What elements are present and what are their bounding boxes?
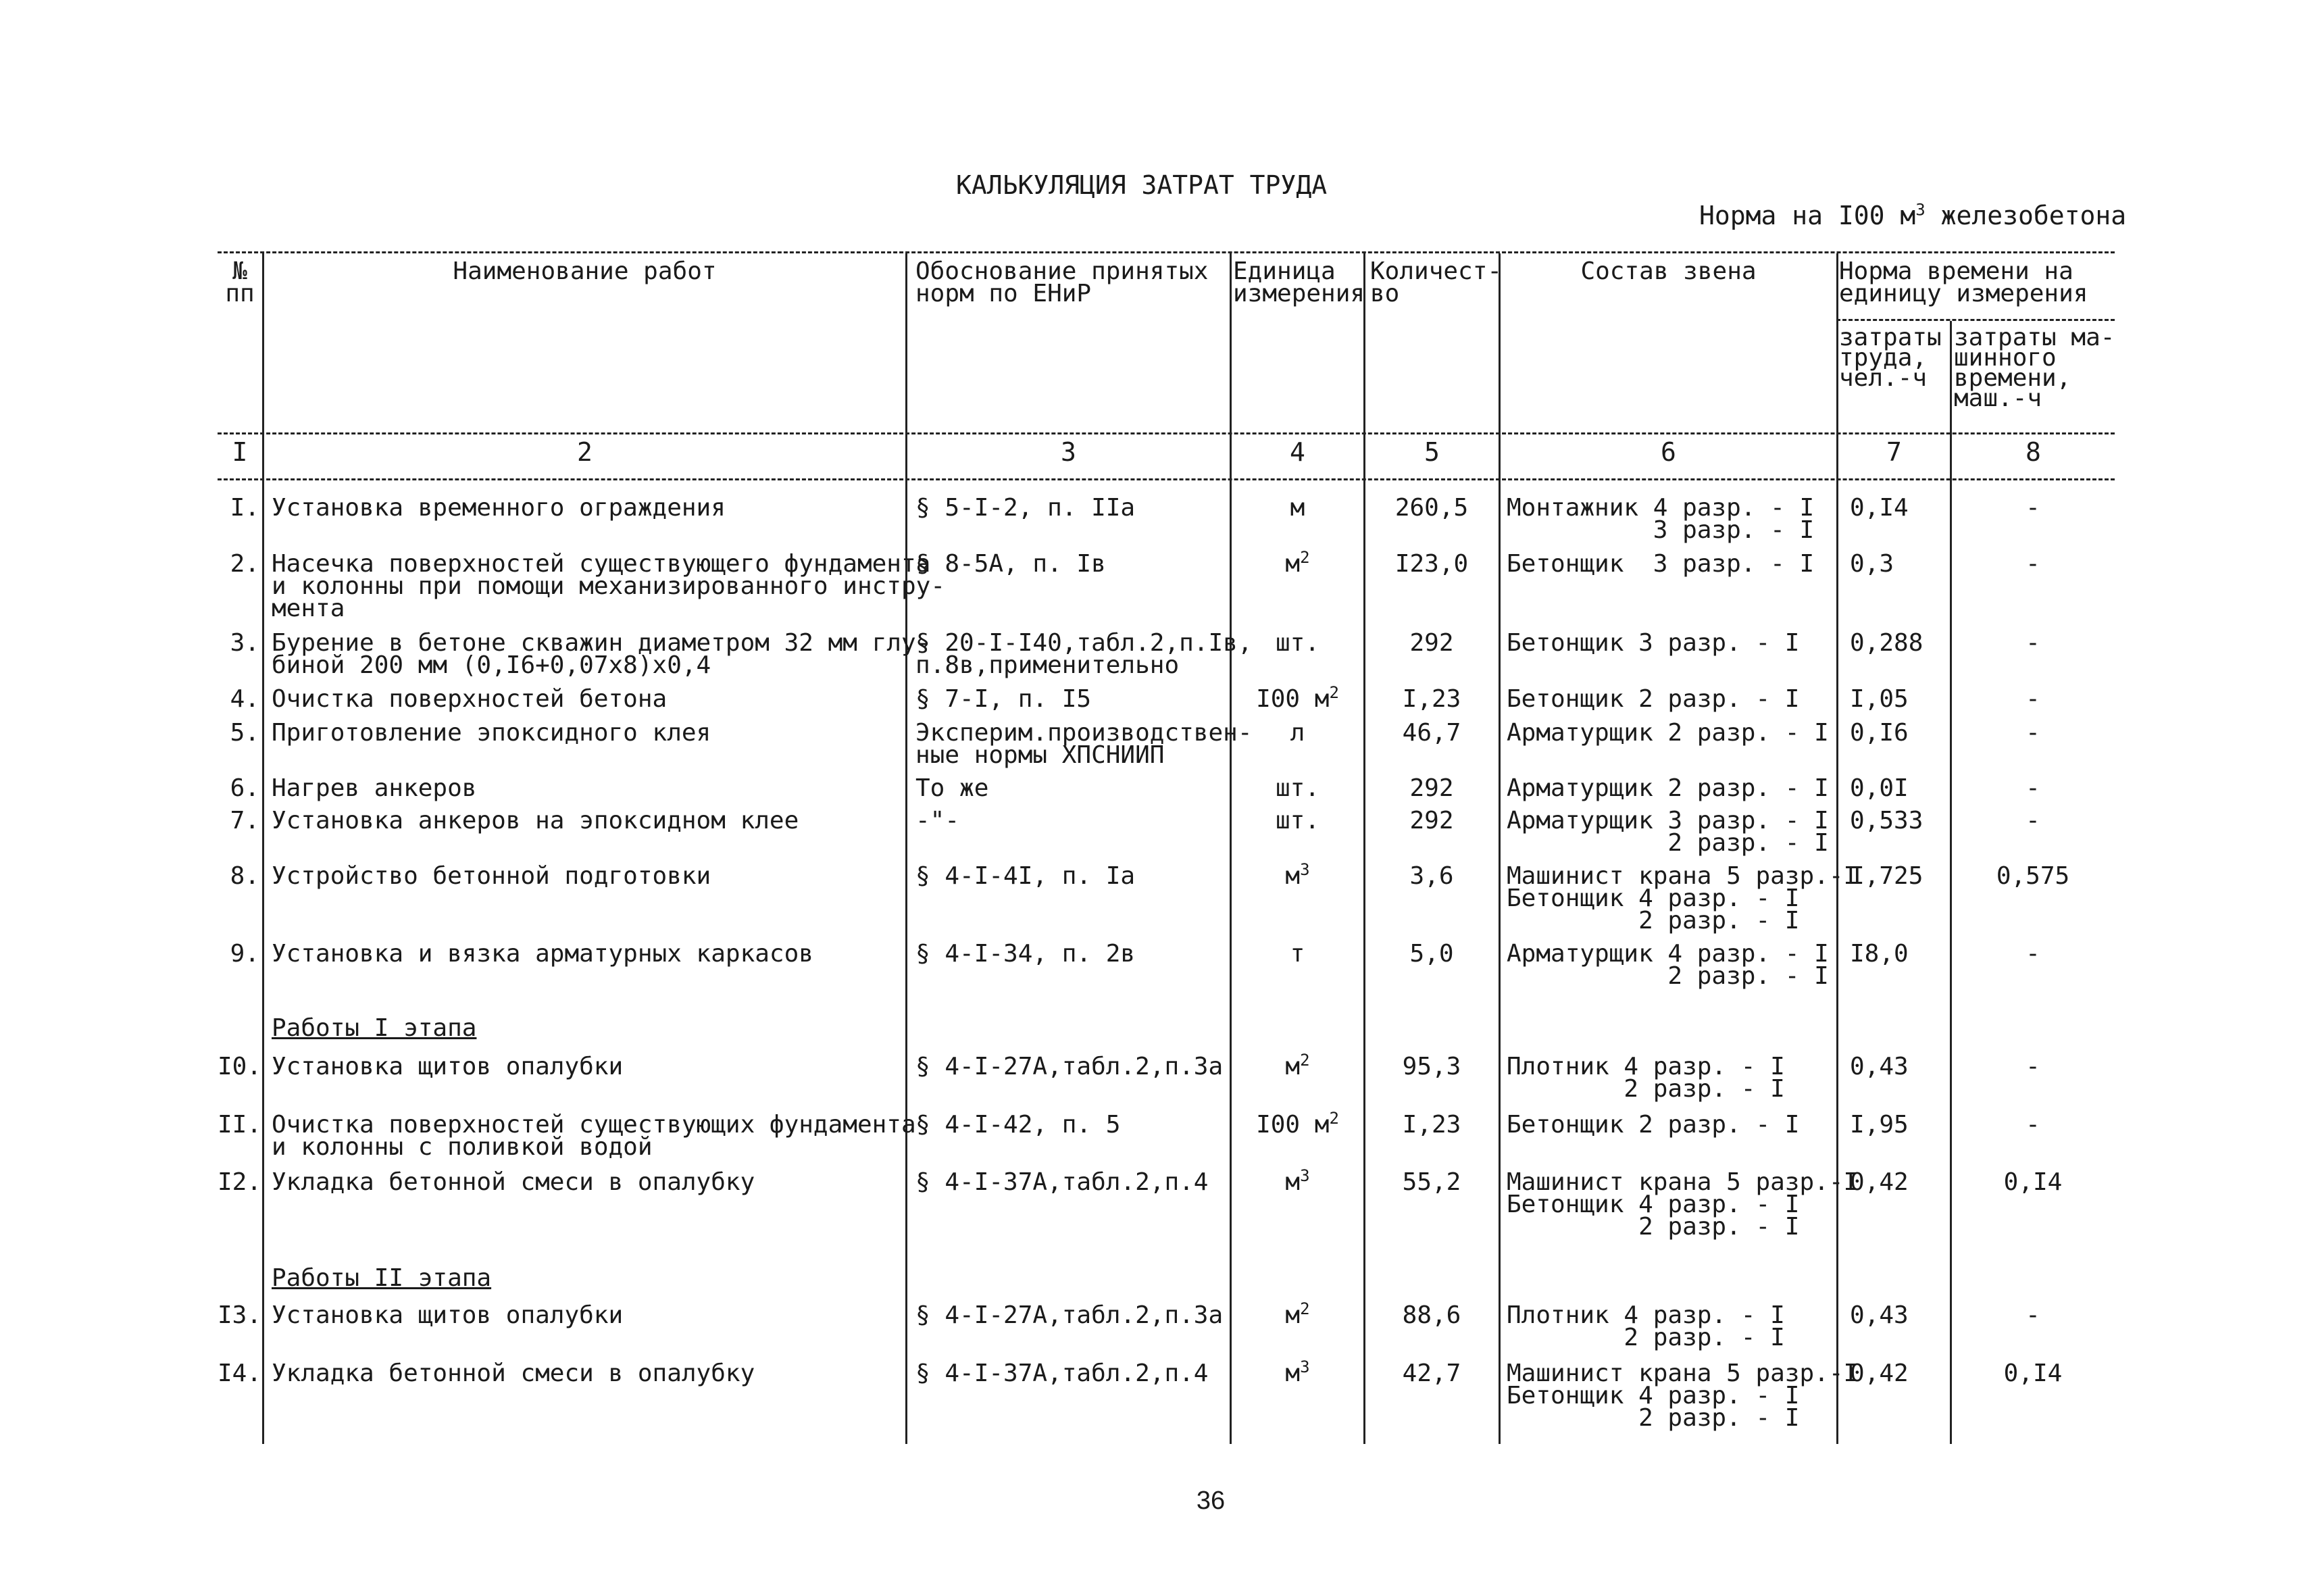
machine-time: - [2026, 719, 2040, 747]
header-norm-group: Норма времени на единицу измерения [1839, 257, 2088, 307]
norm-prefix: Норма на I00 м [1699, 201, 1916, 230]
work-name: Насечка поверхностей существующего фундамента и колонны при помощи механизированного инстру- мента [272, 550, 945, 622]
quantity: 95,3 [1402, 1053, 1461, 1080]
work-name: Устройство бетонной подготовки [272, 862, 711, 890]
unit-of-measure: I00 $м^2$ [1256, 1109, 1339, 1139]
machine-time: - [2026, 1301, 2040, 1329]
col-divider-1 [262, 253, 264, 1444]
crew-composition: Бетонщик 2 разр. - I [1507, 1111, 1800, 1139]
machine-time: - [2026, 774, 2040, 802]
row-number: 8. [230, 862, 259, 890]
unit-of-measure: $м^3$ [1285, 1166, 1310, 1196]
crew-composition: Арматурщик 2 разр. - I [1507, 774, 1829, 802]
col-numbers-rule [218, 478, 2115, 480]
crew-composition: Арматурщик 3 разр. - I 2 разр. - I [1507, 807, 1829, 857]
work-name: Установка щитов опалубки [272, 1053, 624, 1080]
machine-time: 0,I4 [2003, 1168, 2063, 1196]
work-name: Установка временного ограждения [272, 494, 726, 522]
unit-of-measure: $м^3$ [1285, 860, 1310, 890]
norm-suffix: железобетона [1925, 201, 2127, 230]
quantity: 292 [1409, 807, 1454, 834]
col-number-7: 7 [1886, 437, 1902, 467]
document-title: КАЛЬКУЛЯЦИЯ ЗАТРАТ ТРУДА [956, 170, 1328, 200]
work-name: Очистка поверхностей существующих фундамента и колонны с поливкой водой [272, 1111, 916, 1161]
crew-composition: Бетонщик 2 разр. - I [1507, 685, 1800, 713]
norm-basis: § 4-I-42, п. 5 [915, 1111, 1121, 1139]
norm-basis: § 20-I-I40,табл.2,п.Iв, п.8в,применительно [915, 629, 1253, 679]
machine-time: - [2026, 1053, 2040, 1080]
col-divider-6 [1836, 253, 1838, 1444]
row-number: 3. [230, 629, 259, 657]
header-machine: затраты ма- шинного времени, маш.-ч [1954, 324, 2115, 412]
header-crew: Состав звена [1580, 257, 1757, 285]
work-name: Укладка бетонной смеси в опалубку [272, 1168, 755, 1196]
labor-cost: 0,I4 [1850, 494, 1909, 522]
col-divider-2 [905, 253, 907, 1444]
machine-time: - [2026, 807, 2040, 834]
header-labor: затраты труда, чел.-ч [1839, 324, 1942, 392]
col-divider-3 [1230, 253, 1232, 1444]
labor-cost: 0,42 [1850, 1168, 1909, 1196]
labor-cost: I,95 [1850, 1111, 1909, 1139]
norm-sup: 3 [1915, 200, 1926, 220]
col-number-4: 4 [1290, 437, 1305, 467]
crew-composition: Плотник 4 разр. - I 2 разр. - I [1507, 1053, 1785, 1103]
norm-basis: § 4-I-37А,табл.2,п.4 [915, 1168, 1209, 1196]
machine-time: - [2026, 629, 2040, 657]
labor-cost: 0,0I [1850, 774, 1909, 802]
col-number-8: 8 [2026, 437, 2041, 467]
header-qty: Количест- во [1370, 257, 1503, 307]
crew-composition: Монтажник 4 разр. - I 3 разр. - I [1507, 494, 1815, 544]
quantity: 260,5 [1394, 494, 1469, 522]
crew-composition: Бетонщик 3 разр. - I [1507, 629, 1800, 657]
header-unit: Единица измерения [1233, 257, 1365, 307]
col-number-3: 3 [1061, 437, 1076, 467]
machine-time: - [2026, 494, 2040, 522]
norm-basis: То же [915, 774, 989, 802]
crew-composition: Машинист крана 5 разр.-I Бетонщик 4 разр. - I 2 разр. - I [1507, 862, 1859, 934]
unit-of-measure: л [1290, 719, 1305, 747]
labor-cost: I8,0 [1850, 940, 1909, 968]
quantity: 3,6 [1409, 862, 1454, 890]
row-number: II. [218, 1111, 262, 1139]
col-divider-5 [1499, 253, 1501, 1444]
page-number: 36 [1196, 1487, 1226, 1515]
row-number: 6. [230, 774, 259, 802]
quantity: 42,7 [1402, 1360, 1461, 1387]
norm-basis: -"- [915, 807, 960, 834]
work-name: Укладка бетонной смеси в опалубку [272, 1360, 755, 1387]
col-number-6: 6 [1661, 437, 1676, 467]
col-number-2: 2 [577, 437, 593, 467]
quantity: I23,0 [1394, 550, 1469, 578]
norm-basis: § 4-I-37А,табл.2,п.4 [915, 1360, 1209, 1387]
crew-composition: Машинист крана 5 разр.-I Бетонщик 4 разр. - I 2 разр. - I [1507, 1168, 1859, 1241]
unit-of-measure: шт. [1275, 629, 1320, 657]
machine-time: 0,I4 [2003, 1360, 2063, 1387]
quantity: 88,6 [1402, 1301, 1461, 1329]
crew-composition: Машинист крана 5 разр.-I Бетонщик 4 разр. - I 2 разр. - I [1507, 1360, 1859, 1432]
row-number: 2. [230, 550, 259, 578]
crew-composition: Арматурщик 4 разр. - I 2 разр. - I [1507, 940, 1829, 990]
machine-time: - [2026, 685, 2040, 713]
header-basis: Обоснование принятых норм по ЕНиР [915, 257, 1209, 307]
unit-of-measure: шт. [1275, 807, 1320, 834]
crew-composition: Плотник 4 разр. - I 2 разр. - I [1507, 1301, 1785, 1351]
norm-basis: § 4-I-4I, п. Iа [915, 862, 1136, 890]
norm-basis: § 8-5А, п. Iв [915, 550, 1106, 578]
labor-cost: I,05 [1850, 685, 1909, 713]
header-name: Наименование работ [453, 257, 717, 285]
work-name: Нагрев анкеров [272, 774, 477, 802]
norm-basis: Эксперим.производствен- ные нормы ХПСНИИП [915, 719, 1253, 769]
header-bottom-rule [218, 432, 2115, 434]
row-number: 7. [230, 807, 259, 834]
norm-basis: § 5-I-2, п. IIа [915, 494, 1136, 522]
row-number: I2. [218, 1168, 262, 1196]
quantity: I,23 [1402, 685, 1461, 713]
labor-cost: 0,288 [1850, 629, 1923, 657]
norm-caption [1699, 200, 2127, 230]
machine-time: - [2026, 940, 2040, 968]
labor-cost: 0,3 [1850, 550, 1894, 578]
row-number: 4. [230, 685, 259, 713]
section-heading: Работы II этапа [272, 1264, 492, 1292]
row-number: I3. [218, 1301, 262, 1329]
work-name: Установка анкеров на эпоксидном клее [272, 807, 799, 834]
quantity: 292 [1409, 774, 1454, 802]
col-number-5: 5 [1424, 437, 1440, 467]
unit-of-measure: I00 $м^2$ [1256, 683, 1339, 713]
unit-of-measure: м [1290, 494, 1305, 522]
table-top-rule [218, 251, 2115, 253]
unit-of-measure: $м^3$ [1285, 1357, 1310, 1387]
labor-cost: 0,533 [1850, 807, 1923, 834]
unit-of-measure: т [1290, 940, 1305, 968]
row-number: I0. [218, 1053, 262, 1080]
labor-cost: I,725 [1850, 862, 1923, 890]
row-number: 5. [230, 719, 259, 747]
row-number: 9. [230, 940, 259, 968]
work-name: Установка и вязка арматурных каркасов [272, 940, 813, 968]
header-num: № пп [225, 257, 255, 307]
work-name: Очистка поверхностей бетона [272, 685, 668, 713]
unit-of-measure: $м^2$ [1285, 1051, 1310, 1080]
crew-composition: Бетонщик 3 разр. - I [1507, 550, 1815, 578]
unit-of-measure: шт. [1275, 774, 1320, 802]
crew-composition: Арматурщик 2 разр. - I [1507, 719, 1829, 747]
labor-cost: 0,43 [1850, 1053, 1909, 1080]
col-number-1: I [232, 437, 248, 467]
norm-basis: § 4-I-27А,табл.2,п.3а [915, 1301, 1224, 1329]
labor-cost: 0,43 [1850, 1301, 1909, 1329]
row-number: I4. [218, 1360, 262, 1387]
quantity: 46,7 [1402, 719, 1461, 747]
quantity: 5,0 [1409, 940, 1454, 968]
machine-time: - [2026, 1111, 2040, 1139]
unit-of-measure: $м^2$ [1285, 1299, 1310, 1329]
labor-cost: 0,42 [1850, 1360, 1909, 1387]
norm-basis: § 4-I-27А,табл.2,п.3а [915, 1053, 1224, 1080]
machine-time: 0,575 [1996, 862, 2070, 890]
norm-basis: § 4-I-34, п. 2в [915, 940, 1136, 968]
work-name: Бурение в бетоне скважин диаметром 32 мм глу- биной 200 мм (0,I6+0,07х8)х0,4 [272, 629, 931, 679]
labor-cost: 0,I6 [1850, 719, 1909, 747]
machine-time: - [2026, 550, 2040, 578]
work-name: Приготовление эпоксидного клея [272, 719, 711, 747]
work-name: Установка щитов опалубки [272, 1301, 624, 1329]
quantity: 292 [1409, 629, 1454, 657]
norm-subheader-rule [1836, 319, 2115, 321]
unit-of-measure: $м^2$ [1285, 548, 1310, 578]
col-divider-4 [1363, 253, 1365, 1444]
row-number: I. [230, 494, 259, 522]
section-heading: Работы I этапа [272, 1014, 477, 1042]
norm-basis: § 7-I, п. I5 [915, 685, 1092, 713]
quantity: I,23 [1402, 1111, 1461, 1139]
quantity: 55,2 [1402, 1168, 1461, 1196]
